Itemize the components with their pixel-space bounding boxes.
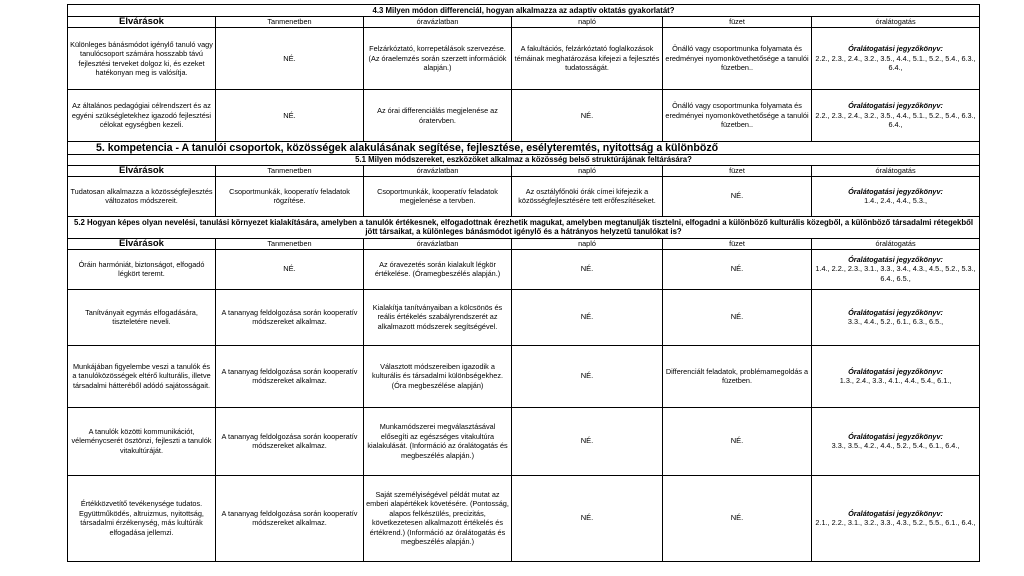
cell-oralatogatas [812,345,980,407]
table-row [68,90,980,142]
table-row [68,345,980,407]
cell-oralatogatas [812,249,980,289]
header-row-5-2 [68,238,980,249]
header-elvarasok: Elvárások [68,165,216,176]
cell-oravazlat: Az óravezetés során kialakult légkör értékelése. (Óramegbeszélés alapján.) [364,249,512,289]
cell-naplo: NÉ. [512,90,663,142]
competency-5-title: 5. kompetencia - A tanulói csoportok, közösségek alakulásának segítése, fejlesztése, esélyteremtés, nyitottság a különböző [68,142,980,155]
table-row [68,28,980,90]
cell-oravazlat: Csoportmunkák, kooperatív feladatok megjelenése a tervben. [364,176,512,216]
header-oralatogatas: óralátogatás [812,238,980,249]
header-row-5-1 [68,165,980,176]
cell-fuzet: NÉ. [663,289,812,345]
header-oralatogatas: óralátogatás [812,17,980,28]
cell-elvaras: Munkájában figyelembe veszi a tanulók és a tanulóközösségek eltérő kulturális, illetve társadalmi hátteréből adódó sajátosságait. [68,345,216,407]
cell-naplo: NÉ. [512,345,663,407]
header-fuzet: füzet [663,165,812,176]
table-row [68,289,980,345]
header-oravazlat: óravázlatban [364,17,512,28]
obs-label: Óralátogatási jegyzőkönyv: [848,44,943,54]
obs-label: Óralátogatási jegyzőkönyv: [848,307,943,317]
cell-elvaras: Óráin harmóniát, biztonságot, elfogadó légkört teremt. [68,249,216,289]
evaluation-sheet [67,4,979,562]
table-row [68,475,980,561]
cell-oravazlat: Munkamódszerei megválasztásával elősegíti az egészséges vitakultúra kialakulását. (Információ az óralátogatás és megbeszélés alapján.) [364,407,512,475]
header-fuzet: füzet [663,17,812,28]
cell-naplo: Az osztályfőnöki órák címei kifejezik a közösségfejlesztésére tett erőfeszítéseket. [512,176,663,216]
question-5-1: 5.1 Milyen módszereket, eszközöket alkalmaz a közösség belső struktúrájának feltárására? [68,155,980,166]
obs-refs: 1.3., 2.4., 3.3., 4.1., 4.4., 5.4., 6.1., [839,376,952,386]
cell-tanmenet: A tananyag feldolgozása során kooperatív módszereket alkalmaz. [216,345,364,407]
cell-naplo: NÉ. [512,475,663,561]
table-row [68,407,980,475]
cell-elvaras: Tudatosan alkalmazza a közösségfejlesztés változatos módszereit. [68,176,216,216]
cell-oralatogatas [812,90,980,142]
question-4-3-row [68,5,980,17]
header-elvarasok: Elvárások [68,238,216,249]
obs-refs: 2.2., 2.3., 2.4., 3.2., 3.5., 4.4., 5.1., 5.2., 5.4., 6.3., 6.4., [815,53,976,73]
obs-label: Óralátogatási jegyzőkönyv: [848,508,943,518]
question-5-2: 5.2 Hogyan képes olyan nevelési, tanulási környezet kialakítására, amelyben a tanulók értékesnek, elfogadottnak érezhetik magukat, amelyben megtanulják tisztelni, elfogadni a különböző kulturális közegből, a különböző társadalmi rétegekből jött társaikat, a különleges bánásmódot igénylő és a hátrányos helyzetű tanulókat is? [68,216,980,238]
cell-oravazlat: Felzárkóztató, korrepetálások szervezése. (Az óraelemzés során szerzett információk alapján.) [364,28,512,90]
cell-tanmenet: NÉ. [216,249,364,289]
cell-elvaras: A tanulók közötti kommunikációt, véleménycserét ösztönzi, fejleszti a tanulók vitakultúráját. [68,407,216,475]
cell-tanmenet: A tananyag feldolgozása során kooperatív módszereket alkalmaz. [216,289,364,345]
cell-fuzet: NÉ. [663,176,812,216]
cell-fuzet: NÉ. [663,475,812,561]
cell-fuzet: Önálló vagy csoportmunka folyamata és eredményei nyomonkövethetősége a tanulói füzetben.. [663,90,812,142]
question-5-2-row [68,216,980,238]
cell-oravazlat: Választott módszereiben igazodik a kulturális és társadalmi különbségekhez. (Óra megbeszélése alapján) [364,345,512,407]
cell-tanmenet: NÉ. [216,90,364,142]
header-elvarasok: Elvárások [68,17,216,28]
obs-refs: 1.4., 2.2., 2.3., 3.1., 3.3., 3.4., 4.3., 4.5., 5.2., 5.3., 6.4., 6.5., [815,264,976,283]
header-fuzet: füzet [663,238,812,249]
header-oralatogatas: óralátogatás [812,165,980,176]
header-row-4-3 [68,17,980,28]
header-naplo: napló [512,17,663,28]
obs-label: Óralátogatási jegyzőkönyv: [848,186,943,196]
cell-elvaras: Az általános pedagógiai célrendszert és az egyéni szükségletekhez igazodó fejlesztési célokat egységben kezeli. [68,90,216,142]
cell-oravazlat: Saját személyiségével példát mutat az emberi alapértékek követésére. (Pontosság, alapos felkészülés, precizitás, következetesen alkalmazott értékelés és értékrend.) (Információ az óralátogatás és megbeszélés alapján.) [364,475,512,561]
table-row [68,249,980,289]
cell-naplo: NÉ. [512,407,663,475]
cell-elvaras: Különleges bánásmódot igénylő tanuló vagy tanulócsoport számára hosszabb távú fejlesztési terveket dolgoz ki, és ezeket hatékonyan meg is valósítja. [68,28,216,90]
cell-elvaras: Tanítványait egymás elfogadására, tiszteletére neveli. [68,289,216,345]
header-tanmenet: Tanmenetben [216,17,364,28]
obs-refs: 3.3., 4.4., 5.2., 6.1., 6.3., 6.5., [847,317,944,327]
cell-tanmenet: NÉ. [216,28,364,90]
header-naplo: napló [512,238,663,249]
cell-fuzet: NÉ. [663,407,812,475]
obs-refs: 2.1., 2.2., 3.1., 3.2., 3.3., 4.3., 5.2., 5.5., 6.1., 6.4., [815,518,976,528]
cell-oralatogatas [812,289,980,345]
question-5-1-row [68,155,980,166]
cell-fuzet: Önálló vagy csoportmunka folyamata és eredményei nyomonkövethetősége a tanulói füzetben.. [663,28,812,90]
question-4-3: 4.3 Milyen módon differenciál, hogyan alkalmazza az adaptív oktatás gyakorlatát? [68,5,980,17]
cell-oralatogatas [812,28,980,90]
header-oravazlat: óravázlatban [364,238,512,249]
obs-refs: 3.3., 3.5., 4.2., 4.4., 5.2., 5.4., 6.1., 6.4., [831,441,960,451]
competency-5-row [68,142,980,155]
cell-oralatogatas [812,176,980,216]
header-tanmenet: Tanmenetben [216,238,364,249]
cell-oravazlat: Az órai differenciálás megjelenése az óratervben. [364,90,512,142]
cell-tanmenet: A tananyag feldolgozása során kooperatív módszereket alkalmaz. [216,407,364,475]
cell-naplo: NÉ. [512,249,663,289]
cell-fuzet: NÉ. [663,249,812,289]
cell-oravazlat: Kialakítja tanítványaiban a kölcsönös és reális értékelés szabályrendszerét az alkalmazott módszerek segítségével. [364,289,512,345]
obs-label: Óralátogatási jegyzőkönyv: [848,366,943,376]
cell-naplo: A fakultációs, felzárkóztató foglalkozások témáinak meghatározása kifejezi a fejlesztés tudatosságát. [512,28,663,90]
cell-tanmenet: Csoportmunkák, kooperatív feladatok rögzítése. [216,176,364,216]
cell-oralatogatas [812,407,980,475]
header-naplo: napló [512,165,663,176]
table-row [68,176,980,216]
evaluation-table [67,4,980,562]
cell-fuzet: Differenciált feladatok, problémamegoldás a füzetben. [663,345,812,407]
cell-elvaras: Értékközvetítő tevékenysége tudatos. Együttműködés, altruizmus, nyitottság, társadalmi érzékenység, más kultúrák elfogadása jellemzi. [68,475,216,561]
obs-label: Óralátogatási jegyzőkönyv: [848,254,943,264]
cell-naplo: NÉ. [512,289,663,345]
cell-tanmenet: A tananyag feldolgozása során kooperatív módszereket alkalmaz. [216,475,364,561]
header-tanmenet: Tanmenetben [216,165,364,176]
cell-oralatogatas [812,475,980,561]
obs-label: Óralátogatási jegyzőkönyv: [848,431,943,441]
obs-refs: 1.4., 2.4., 4.4., 5.3., [864,196,927,206]
obs-refs: 2.2., 2.3., 2.4., 3.2., 3.5., 4.4., 5.1., 5.2., 5.4., 6.3., 6.4., [815,110,976,130]
obs-label: Óralátogatási jegyzőkönyv: [848,101,943,111]
header-oravazlat: óravázlatban [364,165,512,176]
